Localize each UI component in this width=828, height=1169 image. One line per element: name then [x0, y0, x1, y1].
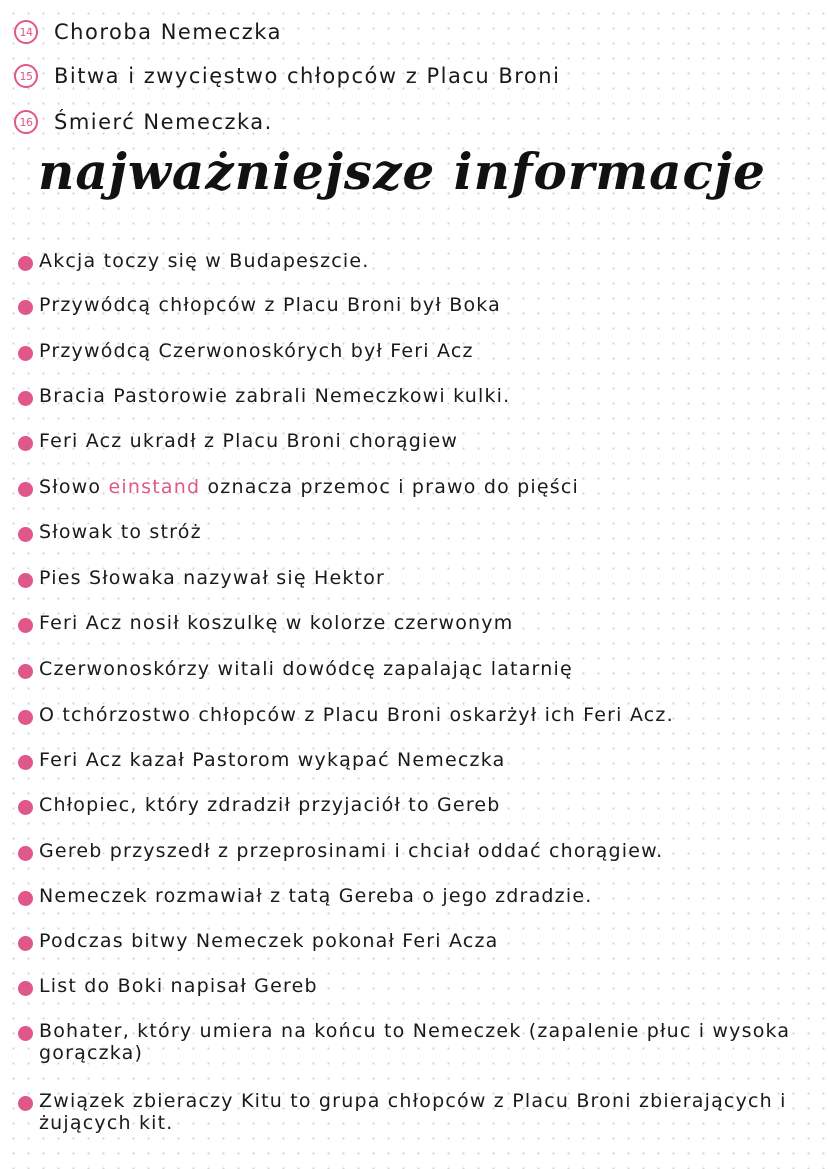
list-item-text: Chłopiec, który zdradził przyjaciół to Gereb — [39, 794, 501, 816]
bullet-dot-icon — [18, 482, 33, 497]
list-item — [18, 885, 592, 907]
list-item-text: Czerwonoskórzy witali dowódcę zapalając latarnię — [39, 658, 573, 680]
list-item-text: Przywódcą Czerwonoskórych był Feri Acz — [39, 340, 474, 362]
bullet-dot-icon — [18, 664, 33, 679]
list-item — [18, 749, 505, 771]
chapter-number-badge: 14 — [14, 20, 38, 44]
page-title: najważniejsze informacje — [38, 142, 766, 201]
list-item-text: Bohater, który umiera na końcu to Nemeczek (zapalenie płuc i wysoka gorączka) — [39, 1020, 791, 1064]
list-item-text: O tchórzostwo chłopców z Placu Broni oskarżył ich Feri Acz. — [39, 704, 674, 726]
list-item — [18, 1020, 799, 1064]
list-item — [18, 430, 458, 452]
list-item-text: Feri Acz ukradł z Placu Broni chorągiew — [39, 430, 459, 452]
list-item — [18, 794, 501, 816]
list-item — [18, 476, 579, 498]
list-item-text: Pies Słowaka nazywał się Hektor — [39, 567, 386, 589]
chapter-number-badge: 16 — [14, 110, 38, 134]
list-item — [18, 704, 674, 726]
list-item — [18, 658, 573, 680]
list-item-text: List do Boki napisał Gereb — [39, 975, 318, 997]
list-item — [18, 567, 385, 589]
list-item-text: Przywódcą chłopców z Placu Broni był Boka — [39, 294, 501, 316]
list-item — [18, 975, 318, 997]
list-item-text — [39, 476, 579, 498]
list-item — [18, 1090, 799, 1134]
bullet-dot-icon — [18, 527, 33, 542]
chapter-text: Choroba Nemeczka — [54, 20, 282, 44]
bullet-dot-icon — [18, 1026, 33, 1041]
list-item — [18, 930, 499, 952]
list-item-text: Feri Acz nosił koszulkę w kolorze czerwonym — [39, 612, 514, 634]
chapter-number-badge: 15 — [14, 64, 38, 88]
chapter-item — [14, 20, 282, 44]
bullet-dot-icon — [18, 981, 33, 996]
chapter-item — [14, 110, 273, 134]
highlight-word-einstand: einstand — [108, 476, 201, 498]
list-item-text: Bracia Pastorowie zabrali Nemeczkowi kulki. — [39, 385, 511, 407]
bullet-dot-icon — [18, 710, 33, 725]
bullet-dot-icon — [18, 256, 33, 271]
bullet-dot-icon — [18, 800, 33, 815]
list-item-text: Słowak to stróż — [39, 521, 202, 543]
list-item-text: Feri Acz kazał Pastorom wykąpać Nemeczka — [39, 749, 506, 771]
bullet-dot-icon — [18, 391, 33, 406]
list-item — [18, 250, 370, 272]
bullet-dot-icon — [18, 1096, 33, 1111]
chapter-text: Śmierć Nemeczka. — [54, 110, 273, 134]
chapter-text: Bitwa i zwycięstwo chłopców z Placu Broni — [54, 64, 561, 88]
chapter-item — [14, 64, 560, 88]
list-item — [18, 840, 663, 862]
bullet-dot-icon — [18, 436, 33, 451]
list-item-text: Gereb przyszedł z przeprosinami i chciał oddać chorągiew. — [39, 840, 664, 862]
definition-text: oznacza przemoc i prawo do pięści — [207, 476, 580, 498]
bullet-dot-icon — [18, 891, 33, 906]
bullet-dot-icon — [18, 618, 33, 633]
bullet-dot-icon — [18, 755, 33, 770]
list-item — [18, 385, 510, 407]
word-slowo: Słowo — [39, 476, 102, 498]
bullet-dot-icon — [18, 346, 33, 361]
bullet-dot-icon — [18, 936, 33, 951]
list-item — [18, 294, 501, 316]
list-item — [18, 340, 474, 362]
list-item — [18, 521, 202, 543]
list-item-text: Akcja toczy się w Budapeszcie. — [39, 250, 370, 272]
bullet-dot-icon — [18, 300, 33, 315]
list-item-text: Podczas bitwy Nemeczek pokonał Feri Acza — [39, 930, 499, 952]
list-item — [18, 612, 513, 634]
list-item-text: Nemeczek rozmawiał z tatą Gereba o jego zdradzie. — [39, 885, 593, 907]
bullet-dot-icon — [18, 846, 33, 861]
bullet-dot-icon — [18, 573, 33, 588]
list-item-text: Związek zbieraczy Kitu to grupa chłopców z Placu Broni zbierających i żujących kit. — [39, 1090, 787, 1134]
